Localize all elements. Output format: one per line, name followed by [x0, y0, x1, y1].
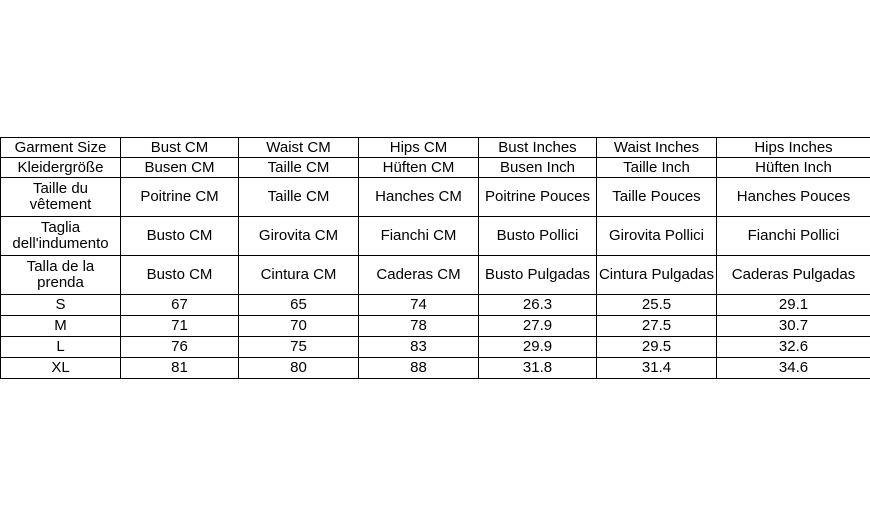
- header-cell-waist-in: Cintura Pulgadas: [597, 256, 717, 295]
- cell-size: L: [1, 337, 121, 358]
- cell-hips-in: 30.7: [717, 316, 870, 337]
- header-cell-bust-in: Bust Inches: [479, 138, 597, 158]
- cell-bust-in: 26.3: [479, 295, 597, 316]
- header-cell-bust-cm: Busen CM: [121, 158, 239, 178]
- header-cell-waist-in: Waist Inches: [597, 138, 717, 158]
- table-row-l: [1, 337, 870, 358]
- header-cell-hips-in: Caderas Pulgadas: [717, 256, 870, 295]
- header-cell-bust-in: Busen Inch: [479, 158, 597, 178]
- header-row-spanish: [1, 256, 870, 295]
- cell-size: M: [1, 316, 121, 337]
- cell-waist-in: 27.5: [597, 316, 717, 337]
- cell-hips-cm: 88: [359, 358, 479, 379]
- header-cell-waist-in: Girovita Pollici: [597, 217, 717, 256]
- cell-bust-cm: 67: [121, 295, 239, 316]
- header-cell-bust-in: Poitrine Pouces: [479, 178, 597, 217]
- header-cell-waist-cm: Taille CM: [239, 178, 359, 217]
- header-cell-waist-cm: Waist CM: [239, 138, 359, 158]
- header-cell-waist-in: Taille Inch: [597, 158, 717, 178]
- cell-bust-in: 29.9: [479, 337, 597, 358]
- header-cell-hips-cm: Hips CM: [359, 138, 479, 158]
- cell-hips-in: 29.1: [717, 295, 870, 316]
- cell-waist-cm: 80: [239, 358, 359, 379]
- cell-waist-in: 25.5: [597, 295, 717, 316]
- header-row-french: [1, 178, 870, 217]
- cell-hips-in: 34.6: [717, 358, 870, 379]
- header-cell-hips-in: Hips Inches: [717, 138, 870, 158]
- cell-bust-cm: 76: [121, 337, 239, 358]
- header-cell-waist-in: Taille Pouces: [597, 178, 717, 217]
- header-cell-bust-cm: Busto CM: [121, 217, 239, 256]
- header-cell-bust-cm: Bust CM: [121, 138, 239, 158]
- header-cell-bust-in: Busto Pulgadas: [479, 256, 597, 295]
- cell-hips-cm: 74: [359, 295, 479, 316]
- header-row-italian: [1, 217, 870, 256]
- header-cell-hips-in: Fianchi Pollici: [717, 217, 870, 256]
- cell-bust-in: 31.8: [479, 358, 597, 379]
- header-cell-bust-cm: Poitrine CM: [121, 178, 239, 217]
- header-cell-size: Kleidergröße: [1, 158, 121, 178]
- cell-bust-in: 27.9: [479, 316, 597, 337]
- table-row-s: [1, 295, 870, 316]
- header-cell-bust-in: Busto Pollici: [479, 217, 597, 256]
- cell-waist-in: 29.5: [597, 337, 717, 358]
- cell-waist-in: 31.4: [597, 358, 717, 379]
- cell-waist-cm: 70: [239, 316, 359, 337]
- header-cell-hips-cm: Caderas CM: [359, 256, 479, 295]
- header-cell-hips-cm: Fianchi CM: [359, 217, 479, 256]
- cell-waist-cm: 65: [239, 295, 359, 316]
- header-row-english: [1, 138, 870, 158]
- header-cell-hips-in: Hüften Inch: [717, 158, 870, 178]
- cell-hips-cm: 78: [359, 316, 479, 337]
- cell-bust-cm: 71: [121, 316, 239, 337]
- header-cell-size: Taille du vêtement: [1, 178, 121, 217]
- cell-bust-cm: 81: [121, 358, 239, 379]
- cell-hips-cm: 83: [359, 337, 479, 358]
- header-cell-hips-cm: Hanches CM: [359, 178, 479, 217]
- header-cell-waist-cm: Taille CM: [239, 158, 359, 178]
- header-cell-waist-cm: Cintura CM: [239, 256, 359, 295]
- cell-size: S: [1, 295, 121, 316]
- cell-waist-cm: 75: [239, 337, 359, 358]
- header-cell-size: Taglia dell'indumento: [1, 217, 121, 256]
- table-row-m: [1, 316, 870, 337]
- header-cell-waist-cm: Girovita CM: [239, 217, 359, 256]
- header-cell-hips-in: Hanches Pouces: [717, 178, 870, 217]
- table-row-xl: [1, 358, 870, 379]
- header-cell-hips-cm: Hüften CM: [359, 158, 479, 178]
- size-chart-table: [0, 137, 870, 379]
- header-cell-bust-cm: Busto CM: [121, 256, 239, 295]
- cell-size: XL: [1, 358, 121, 379]
- header-cell-size: Garment Size: [1, 138, 121, 158]
- cell-hips-in: 32.6: [717, 337, 870, 358]
- header-cell-size: Talla de la prenda: [1, 256, 121, 295]
- header-row-german: [1, 158, 870, 178]
